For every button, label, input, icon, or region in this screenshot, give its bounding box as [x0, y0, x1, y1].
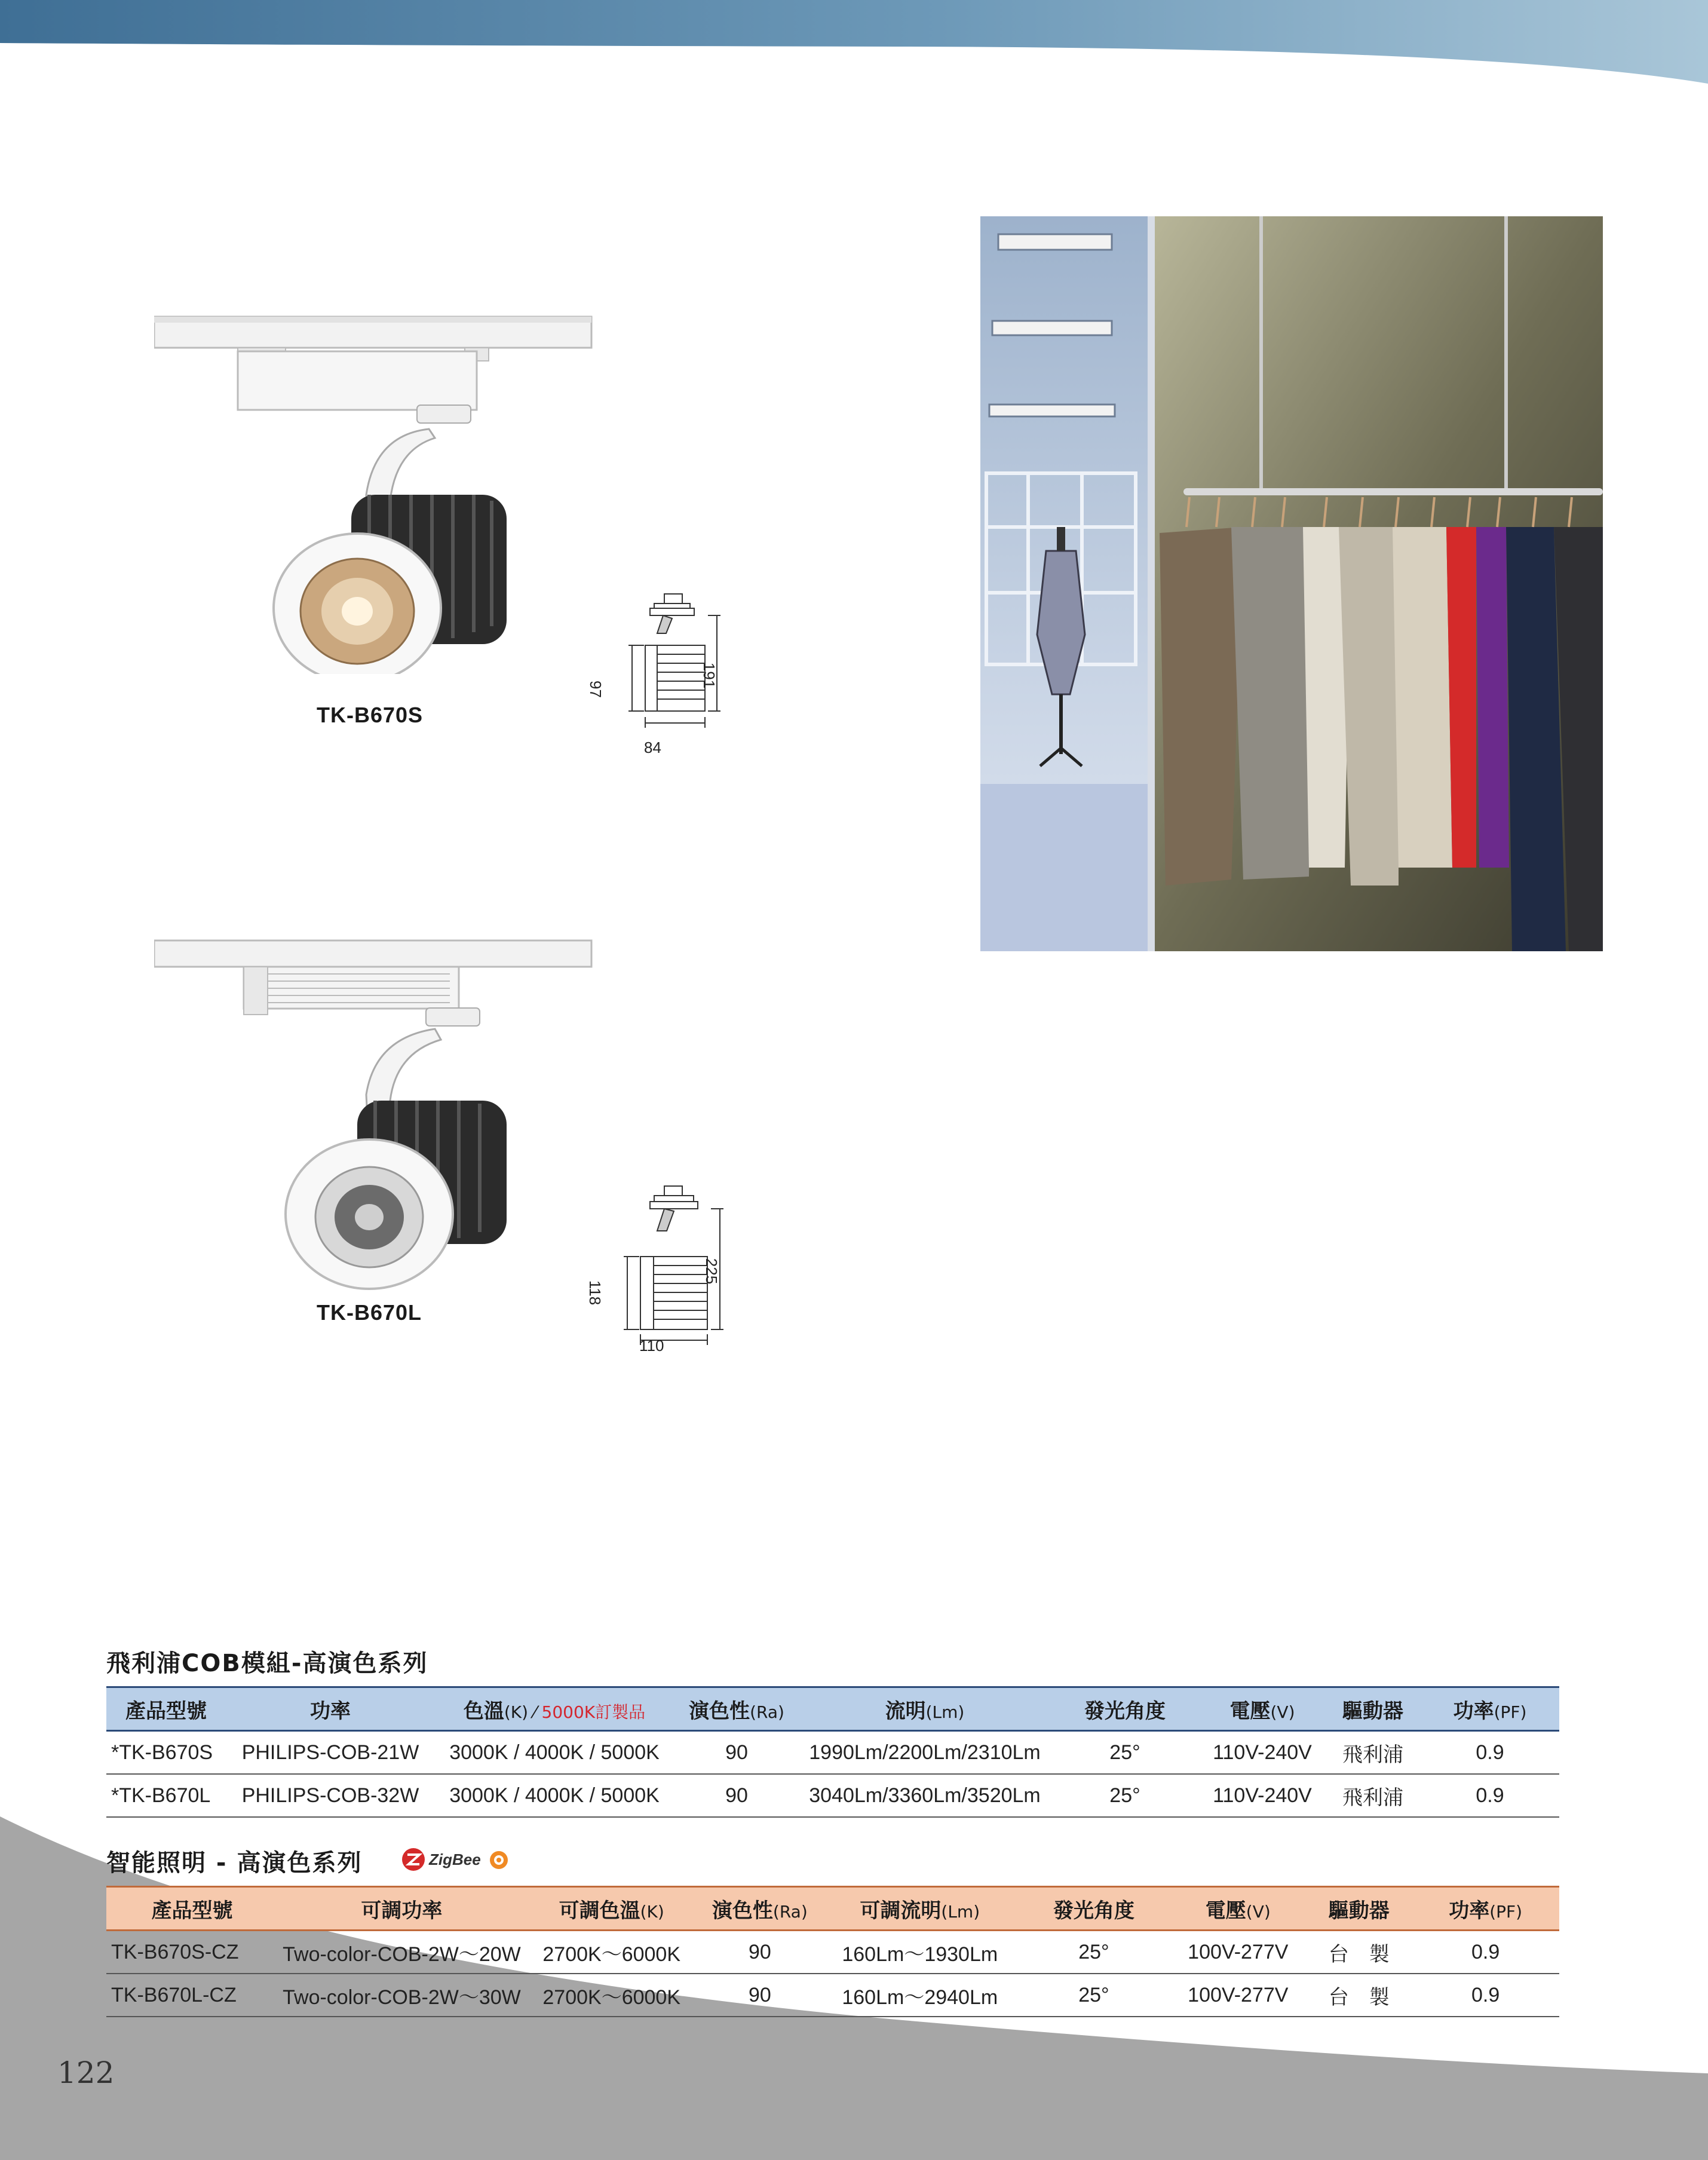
- dim-width-tk-b670s: 84: [644, 739, 661, 756]
- page-number: 122: [57, 2055, 115, 2090]
- col-header-angle: 發光角度: [1084, 1699, 1166, 1723]
- col-header-cct: 可調色溫(K): [559, 1898, 664, 1923]
- cell-cct: 3000K / 4000K / 5000K: [435, 1774, 674, 1817]
- cell-angle: 25°: [1050, 1774, 1200, 1817]
- col-header-power: 可調功率: [361, 1898, 443, 1923]
- col-header-angle: 發光角度: [1053, 1898, 1134, 1923]
- col-header-driver: 驅動器: [1328, 1898, 1390, 1923]
- cell-model: TK-B670L-CZ: [106, 1974, 278, 2017]
- cell-voltage: 110V-240V: [1200, 1774, 1325, 1817]
- spec-table-philips-cob: [106, 1686, 1559, 1818]
- cell-driver: 台 製: [1306, 1931, 1412, 1974]
- top-header-band: [0, 0, 1708, 90]
- cell-cct: 2700K～6000K: [526, 1931, 698, 1974]
- cell-voltage: 110V-240V: [1200, 1731, 1325, 1775]
- dimension-drawing-tk-b670s: [597, 586, 741, 759]
- cell-power: PHILIPS-COB-32W: [226, 1774, 435, 1817]
- cell-lumen: 160Lm～1930Lm: [822, 1931, 1017, 1974]
- cell-lumen: 3040Lm/3360Lm/3520Lm: [799, 1774, 1050, 1817]
- cell-pf: 0.9: [1412, 1974, 1559, 2017]
- cell-cct: 3000K / 4000K / 5000K: [435, 1731, 674, 1775]
- cell-angle: 25°: [1018, 1931, 1170, 1974]
- section-title-smart-lighting: 智能照明 - 高演色系列: [106, 1849, 363, 1877]
- col-header-lumen: 可調流明(Lm): [860, 1898, 980, 1923]
- product-image-tk-b670s: [154, 315, 596, 674]
- col-header-cct: 色溫(K) ⁄ 5000K訂製品: [463, 1699, 646, 1723]
- col-header-voltage: 電壓(V): [1205, 1898, 1271, 1923]
- cell-cri: 90: [674, 1731, 799, 1775]
- cell-model: *TK-B670L: [106, 1774, 226, 1817]
- cell-pf: 0.9: [1421, 1774, 1559, 1817]
- cell-model: *TK-B670S: [106, 1731, 226, 1775]
- dim-height-tk-b670l: 225: [703, 1258, 721, 1285]
- spec-table-smart-lighting: [106, 1886, 1559, 2017]
- table-header-row: [106, 1887, 1559, 1931]
- table-row: [106, 1931, 1559, 1974]
- product-label-tk-b670s: TK-B670S: [317, 703, 424, 727]
- dim-width-tk-b670l: 110: [639, 1337, 664, 1355]
- cell-lumen: 160Lm～2940Lm: [822, 1974, 1017, 2017]
- table-row: [106, 1731, 1559, 1775]
- cell-angle: 25°: [1050, 1731, 1200, 1775]
- cell-voltage: 100V-277V: [1170, 1974, 1306, 2017]
- product-image-tk-b670l: [154, 939, 596, 1298]
- cell-power: Two-color-COB-2W～30W: [278, 1974, 526, 2017]
- cell-angle: 25°: [1018, 1974, 1170, 2017]
- col-header-lumen: 流明(Lm): [885, 1699, 965, 1723]
- cell-driver: 飛利浦: [1325, 1731, 1421, 1775]
- table-header-row: [106, 1687, 1559, 1731]
- table-row: [106, 1774, 1559, 1817]
- cell-cct: 2700K～6000K: [526, 1974, 698, 2017]
- cell-driver: 飛利浦: [1325, 1774, 1421, 1817]
- col-header-power: 功率: [310, 1699, 351, 1723]
- cell-power: Two-color-COB-2W～20W: [278, 1931, 526, 1974]
- zigbee-logo-icon: [400, 1845, 514, 1874]
- cell-pf: 0.9: [1421, 1731, 1559, 1775]
- col-header-pf: 功率(PF): [1449, 1898, 1523, 1923]
- cell-power: PHILIPS-COB-21W: [226, 1731, 435, 1775]
- col-header-driver: 驅動器: [1342, 1699, 1403, 1723]
- cell-cri: 90: [698, 1931, 822, 1974]
- custom-order-note: 5000K訂製品: [541, 1702, 646, 1722]
- dim-height-tk-b670s: 191: [700, 662, 719, 689]
- col-header-model: 產品型號: [151, 1898, 233, 1923]
- product-label-tk-b670l: TK-B670L: [317, 1300, 422, 1325]
- col-header-cri: 演色性(Ra): [689, 1699, 784, 1723]
- col-header-voltage: 電壓(V): [1229, 1699, 1295, 1723]
- table-row: [106, 1974, 1559, 2017]
- boutique-photo: [980, 216, 1603, 951]
- dim-body-tk-b670l: 118: [586, 1280, 605, 1306]
- svg-text:ZigBee: ZigBee: [429, 1850, 481, 1868]
- cell-driver: 台 製: [1306, 1974, 1412, 2017]
- cell-pf: 0.9: [1412, 1931, 1559, 1974]
- col-header-cri: 演色性(Ra): [712, 1898, 808, 1923]
- dim-body-tk-b670s: 97: [586, 681, 605, 698]
- cell-lumen: 1990Lm/2200Lm/2310Lm: [799, 1731, 1050, 1775]
- col-header-pf: 功率(PF): [1453, 1699, 1527, 1723]
- cell-voltage: 100V-277V: [1170, 1931, 1306, 1974]
- col-header-model: 產品型號: [125, 1699, 207, 1723]
- cell-model: TK-B670S-CZ: [106, 1931, 278, 1974]
- cell-cri: 90: [698, 1974, 822, 2017]
- cell-cri: 90: [674, 1774, 799, 1817]
- section-title-philips-cob: 飛利浦COB模組-高演色系列: [106, 1650, 428, 1677]
